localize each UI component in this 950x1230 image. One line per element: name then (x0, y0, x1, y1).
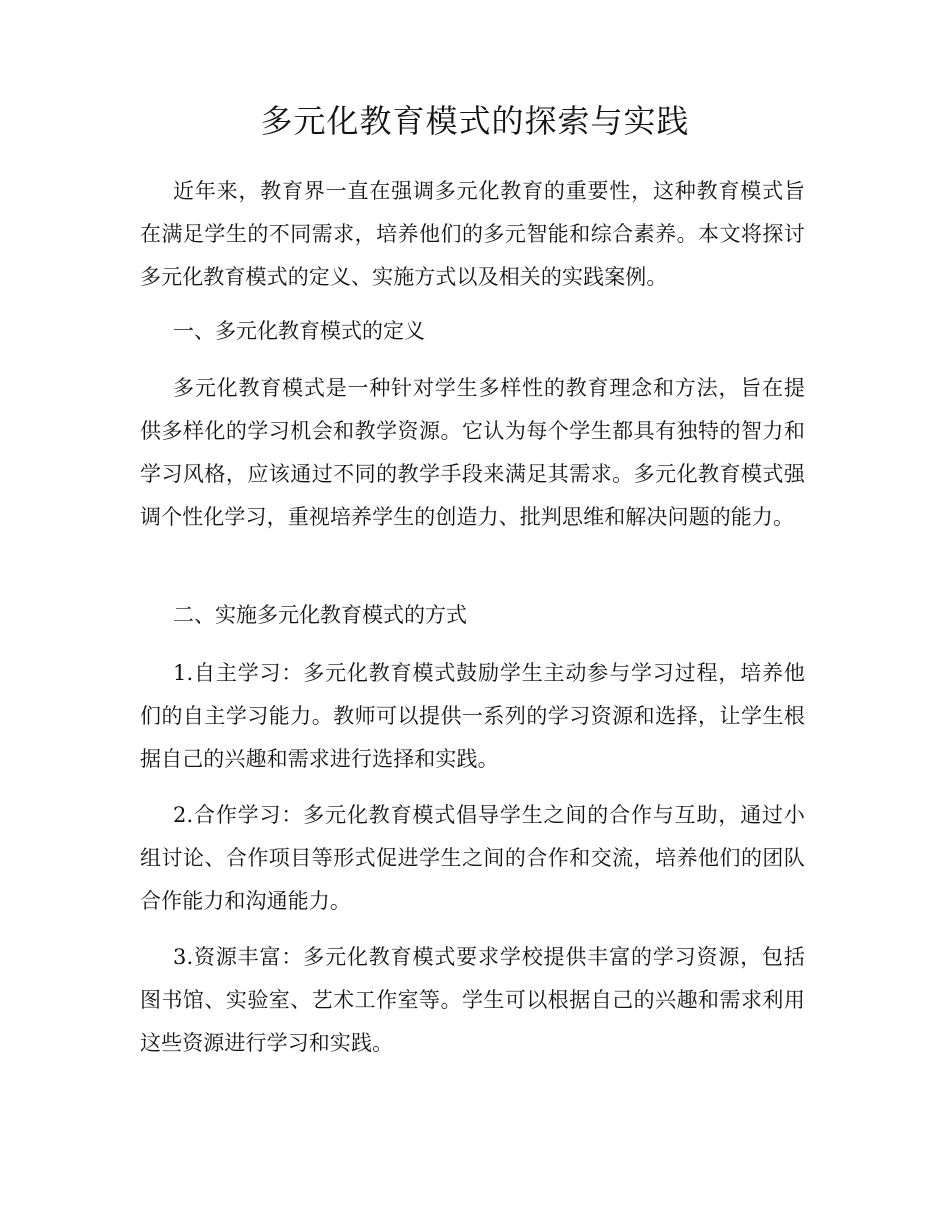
section1-heading: 一、多元化教育模式的定义 (173, 319, 425, 343)
section1-body: 多元化教育模式是一种针对学生多样性的教育理念和方法，旨在提供多样化的学习机会和教学资源。它认为每个学生都具有独特的智力和学习风格，应该通过不同的教学手段来满足其需求。多元化教育模式强调个性化学习，重视培养学生的创造力、批判思维和解决问题的能力。 (140, 376, 805, 529)
list-item-2: 2.合作学习：多元化教育模式倡导学生之间的合作与互助，通过小组讨论、合作项目等形式促进学生之间的合作和交流，培养他们的团队合作能力和沟通能力。 (140, 803, 805, 913)
section2-heading: 二、实施多元化教育模式的方式 (173, 603, 467, 627)
list-item-3: 3.资源丰富：多元化教育模式要求学校提供丰富的学习资源，包括图书馆、实验室、艺术工作室等。学生可以根据自己的兴趣和需求利用这些资源进行学习和实践。 (140, 945, 805, 1055)
intro-paragraph: 近年来，教育界一直在强调多元化教育的重要性，这种教育模式旨在满足学生的不同需求，培养他们的多元智能和综合素养。本文将探讨多元化教育模式的定义、实施方式以及相关的实践案例。 (140, 179, 805, 289)
list-item-1: 1.自主学习：多元化教育模式鼓励学生主动参与学习过程，培养他们的自主学习能力。教师可以提供一系列的学习资源和选择，让学生根据自己的兴趣和需求进行选择和实践。 (140, 661, 805, 771)
document-title: 多元化教育模式的探索与实践 (260, 102, 690, 140)
